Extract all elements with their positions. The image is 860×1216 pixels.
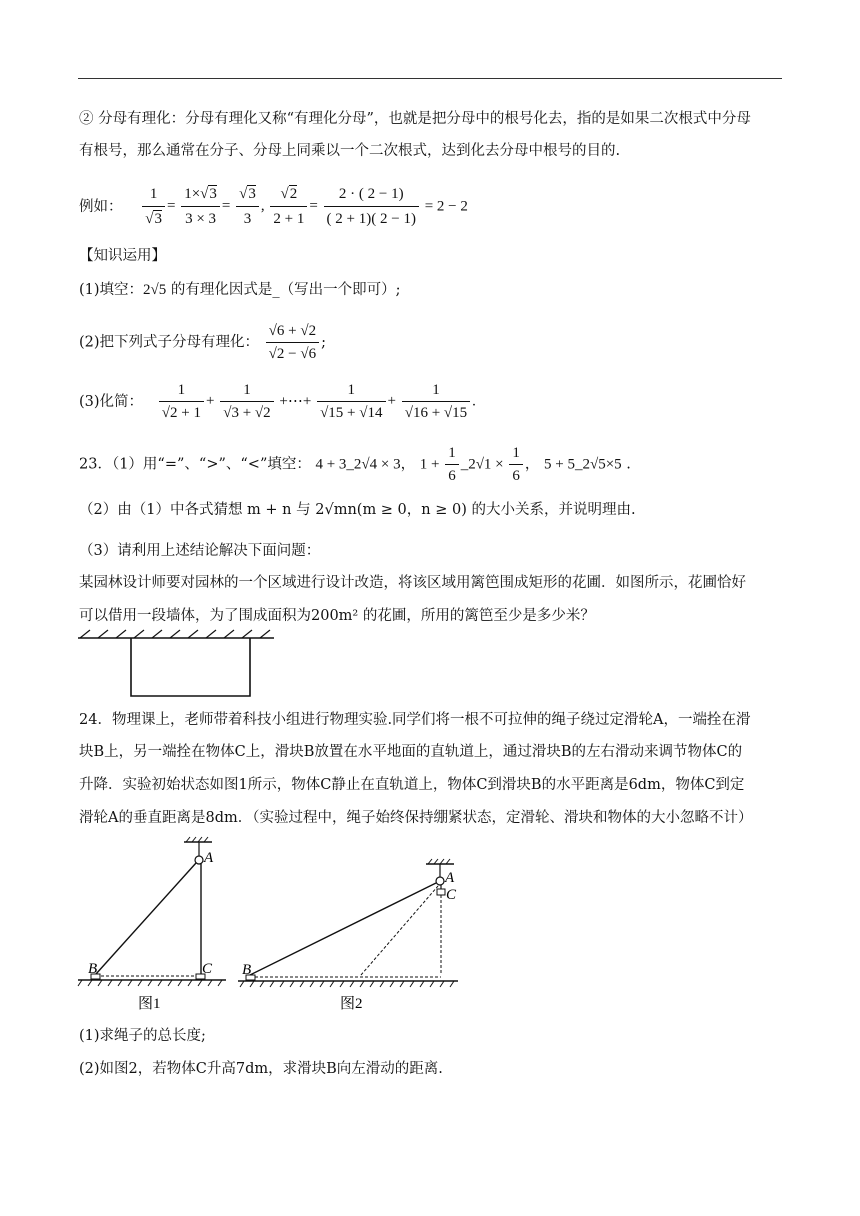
q24-line-1: 24．物理课上，老师带着科技小组进行物理实验.同学们将一根不可拉伸的绳子绕过定滑轮A，一端拴在滑	[79, 712, 751, 728]
rationalize-line-2: 有根号，那么通常在分子、分母上同乘以一个二次根式，达到化去分母中根号的目的.	[79, 143, 621, 159]
q23-part2: （2）由（1）中各式猜想 m + n 与 2√mn(m ≥ 0，n ≥ 0) 的大小关系，并说明理由.	[79, 502, 636, 518]
q22-part2: (2)把下列式子分母有理化： $\frac{√6 + √2}{√2 - √6}$ ;	[79, 323, 326, 362]
example-label: 例如：	[79, 198, 123, 215]
fig2-caption: 图2	[340, 996, 363, 1012]
q24-line-3: 升降．实验初始状态如图1所示，物体C静止在直轨道上，物体C到滑块B的水平距离是6dm，物体C到定	[79, 777, 745, 793]
q23-e2-frac-2: $\frac{1}{6}$	[509, 443, 523, 486]
q22-part1: (1)填空：2√5 的有理化因式是_（写出一个即可）;	[79, 282, 401, 298]
example-frac-4: √ $\frac{2}{2 + 1}$	[270, 183, 307, 230]
section-header: 【知识运用】	[79, 248, 166, 264]
wall-hatching	[80, 630, 270, 638]
garden-figure	[74, 628, 284, 702]
q24-question-2: (2)如图2，若物体C升高7dm，求滑块B向左滑动的距离.	[79, 1061, 443, 1077]
figure-2	[236, 856, 466, 1018]
q23-problem-line-1: 某园林设计师要对园林的一个区域进行设计改造，将该区域用篱笆围成矩形的花圃．如图所示，花圃恰好	[79, 575, 746, 591]
example-frac-5: $\frac{2 \cdot ( 2 - 1)}{( 2 + 1)( 2 - 1)}$	[324, 183, 419, 230]
pulley-a-icon	[195, 856, 203, 864]
q23-part1: 23．（1）用“=”、“>”、“<”填空： 4 + 3_2√4 × 3， 1 + $\frac{1}{6}$ _2√1 × $\frac{1}{6}$ ， 5 + 5_2√5×5 .	[79, 445, 631, 484]
q23-e2-frac: $\frac{1}{6}$	[445, 443, 459, 486]
fig2-label-b: B	[242, 962, 252, 978]
fig2-label-a: A	[445, 870, 455, 886]
example-frac-3: √ $\frac{3}{3}$	[236, 183, 259, 230]
q22-part3: (3)化简： $\frac{1}{√2 + 1}$ + $\frac{1}{√3 + √2}$ +⋯+ $\frac{1}{√15 + √14}$ + $\frac{1}{√16 + √15}$ .	[79, 382, 476, 421]
header-rule	[78, 78, 782, 79]
fig1-caption: 图1	[138, 996, 161, 1012]
fig1-label-a: A	[204, 850, 214, 866]
figure-1	[76, 836, 236, 1016]
object-c-2	[437, 889, 445, 895]
rationalize-line-1: ② 分母有理化：分母有理化又称“有理化分母”，也就是把分母中的根号化去，指的是如果二次根式中分母	[79, 111, 751, 127]
pulley-a2-icon	[436, 877, 444, 885]
rope-ab-2	[250, 883, 436, 975]
q22-part3-term-2: $\frac{1}{√3 + √2}$	[220, 380, 273, 423]
q24-line-4: 滑轮A的垂直距离是8dm．（实验过程中，绳子始终保持绷紧状态，定滑轮、滑块和物体的大小忽略不计）	[79, 810, 753, 826]
q22-part3-term-3: $\frac{1}{√15 + √14}$	[317, 380, 385, 423]
fig2-label-c: C	[446, 887, 457, 903]
rope-ab	[96, 863, 196, 974]
q22-part2-frac: $\frac{√6 + √2}{√2 - √6}$	[266, 321, 319, 364]
example-result: = 2 − 2	[424, 198, 468, 215]
q24-question-1: (1)求绳子的总长度;	[79, 1028, 206, 1044]
q22-part3-term-4: $\frac{1}{√16 + √15}$	[402, 380, 470, 423]
example-frac-2: $\frac{1\times√ 3}{3 \times 3}$	[181, 183, 220, 230]
q24-line-2: 块B上，另一端拴在物体C上，滑块B放置在水平地面的直轨道上，通过滑块B的左右滑动来调节物体C的	[79, 744, 743, 760]
q23-part3: （3）请利用上述结论解决下面问题：	[79, 543, 321, 559]
fence-rectangle	[131, 638, 250, 696]
q23-problem-line-2: 可以借用一段墙体，为了围成面积为200m² 的花圃，所用的篱笆至少是多少米？	[79, 608, 595, 624]
fig1-label-c: C	[202, 961, 213, 977]
example-line: 例如： 1 √ 3 = $\frac{1\times√ 3}{3 \times 3}$ = √ $\frac{3}{3}$ , √ $\frac{2}{2 + 1}$ = $\frac{2 \cdot ( 2 - 1)}{( 2 + 1)( 2 - 1)}$ = 2 − 2	[79, 183, 468, 230]
q22-part3-term-1: $\frac{1}{√2 + 1}$	[159, 380, 204, 423]
example-frac-1: 1 √ 3	[142, 183, 165, 230]
fig1-label-b: B	[88, 961, 98, 977]
